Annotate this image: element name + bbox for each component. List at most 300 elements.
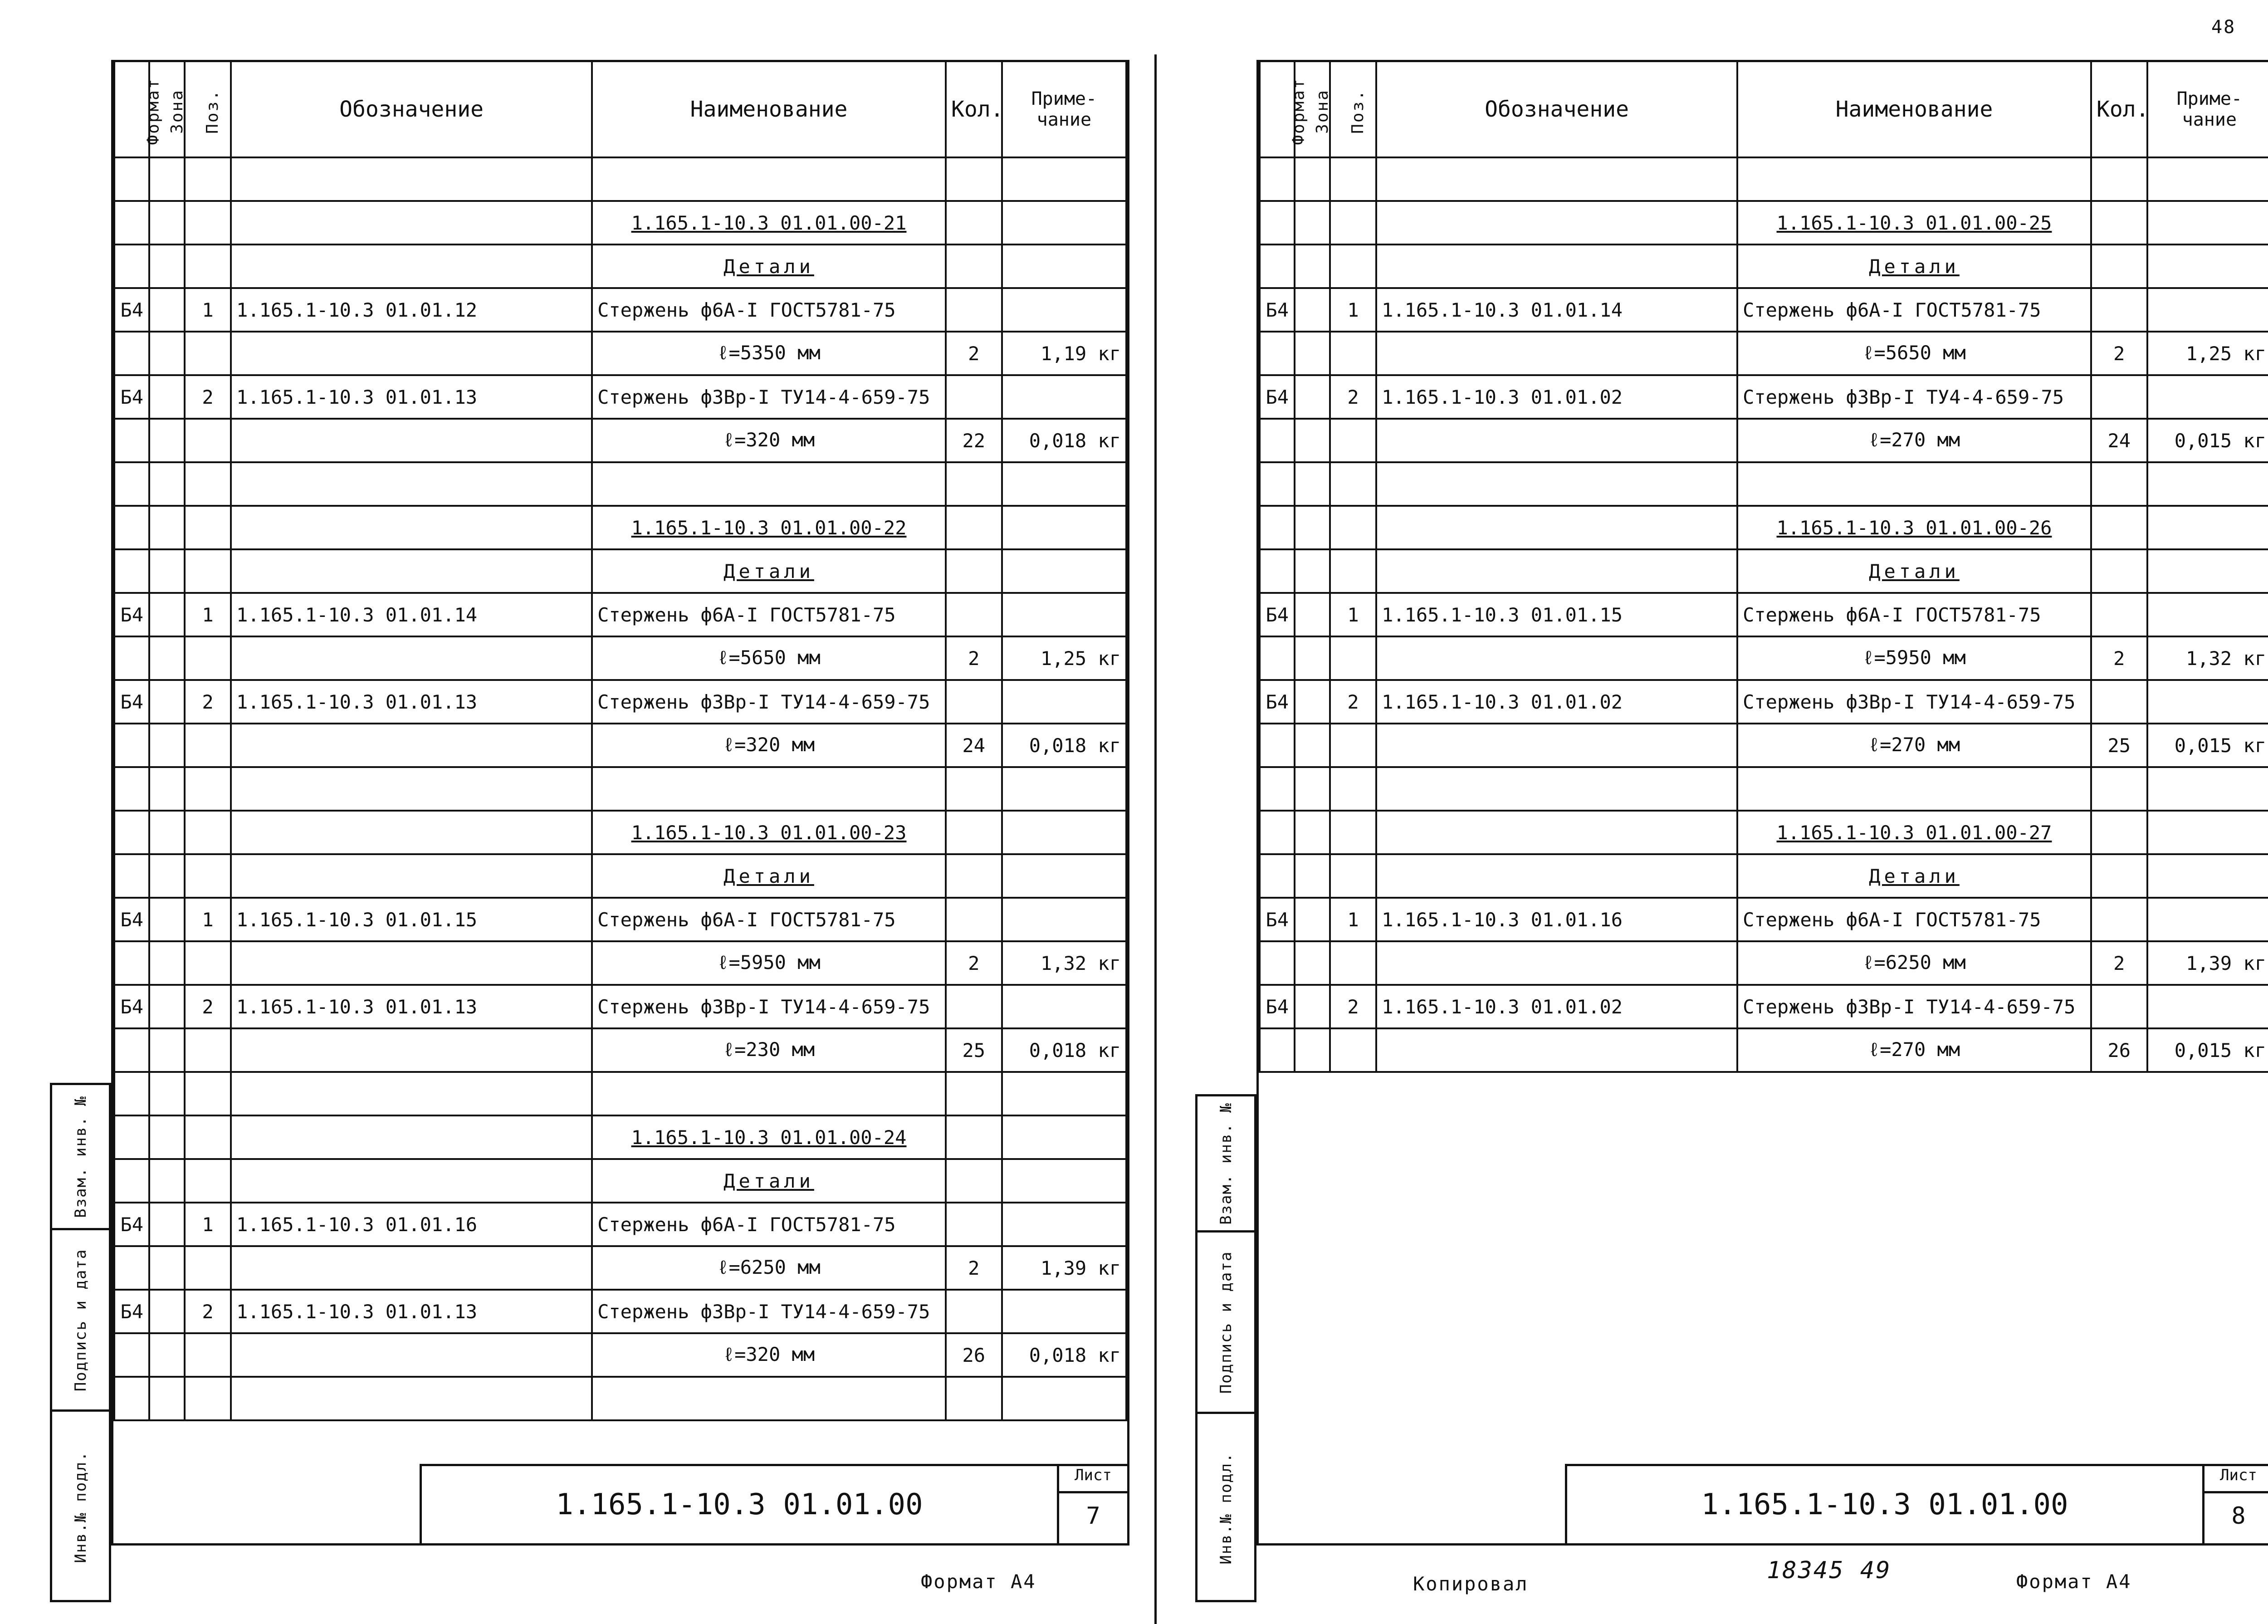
cell-format: Б4 [114, 288, 149, 332]
cell-pos: 2 [185, 985, 231, 1028]
cell-note [2147, 201, 2268, 245]
cell-designation [231, 1115, 592, 1159]
cell-pos: 2 [1330, 985, 1376, 1028]
cell-name: ℓ=320 мм [592, 419, 946, 462]
cell-format [114, 1377, 149, 1420]
cell-zone [1295, 767, 1330, 811]
cell-name: Детали [1737, 245, 2091, 288]
table-row [1260, 1028, 2268, 1072]
cell-qty [2091, 462, 2147, 506]
cell-name: Детали [592, 1159, 946, 1203]
cell-name: ℓ=270 мм [1737, 1028, 2091, 1072]
cell-format: Б4 [114, 985, 149, 1028]
header-row [114, 62, 1126, 157]
cell-qty [946, 375, 1002, 419]
spec-table [113, 62, 1127, 1421]
cell-note [2147, 245, 2268, 288]
cell-pos: 1 [1330, 898, 1376, 941]
cell-zone [149, 201, 184, 245]
side-stamp [50, 1083, 111, 1602]
cell-format [1260, 636, 1295, 680]
cell-zone [1295, 462, 1330, 506]
table-row [1260, 636, 2268, 680]
cell-designation: 1.165.1-10.3 01.01.14 [1376, 288, 1737, 332]
cell-format [1260, 549, 1295, 593]
table-row [1260, 419, 2268, 462]
cell-format: Б4 [1260, 680, 1295, 724]
cell-note [2147, 506, 2268, 549]
table-row [114, 941, 1126, 985]
cell-note [2147, 157, 2268, 201]
stamp-vzam-inv: Взам. инв. № [52, 1085, 109, 1230]
table-row [1260, 593, 2268, 636]
cell-pos [185, 201, 231, 245]
cell-name: ℓ=5350 мм [592, 332, 946, 375]
corner-number: 48 [2211, 17, 2236, 38]
cell-pos [185, 724, 231, 767]
cell-qty [946, 593, 1002, 636]
cell-zone [149, 1203, 184, 1246]
cell-format [114, 767, 149, 811]
cell-pos [1330, 549, 1376, 593]
cell-zone [149, 549, 184, 593]
cell-qty: 2 [946, 332, 1002, 375]
cell-qty [946, 1072, 1002, 1115]
cell-qty [2091, 506, 2147, 549]
cell-format: Б4 [1260, 288, 1295, 332]
cell-qty [2091, 375, 2147, 419]
cell-qty: 2 [946, 636, 1002, 680]
table-row [1260, 549, 2268, 593]
cell-note [1002, 288, 1126, 332]
cell-designation: 1.165.1-10.3 01.01.15 [1376, 593, 1737, 636]
cell-qty [946, 157, 1002, 201]
cell-qty: 25 [2091, 724, 2147, 767]
cell-pos: 1 [185, 898, 231, 941]
cell-name [1737, 462, 2091, 506]
cell-name: Стержень ф3Вр-I ТУ4-4-659-75 [1737, 375, 2091, 419]
cell-note [1002, 767, 1126, 811]
cell-note: 1,25 кг [2147, 332, 2268, 375]
cell-designation [1376, 636, 1737, 680]
cell-format [1260, 767, 1295, 811]
cell-note: 0,015 кг [2147, 419, 2268, 462]
cell-pos [1330, 506, 1376, 549]
header-row [1260, 62, 2268, 157]
cell-designation [1376, 724, 1737, 767]
cell-pos [1330, 332, 1376, 375]
cell-format [1260, 201, 1295, 245]
table-row [1260, 375, 2268, 419]
cell-qty [946, 549, 1002, 593]
cell-note [1002, 549, 1126, 593]
cell-note [1002, 1115, 1126, 1159]
cell-note [1002, 680, 1126, 724]
cell-designation [231, 1159, 592, 1203]
cell-format [114, 854, 149, 898]
cell-note [2147, 593, 2268, 636]
cell-note: 0,018 кг [1002, 1028, 1126, 1072]
cell-name [592, 767, 946, 811]
cell-format [114, 506, 149, 549]
cell-qty [2091, 157, 2147, 201]
cell-pos: 2 [185, 375, 231, 419]
cell-designation [1376, 549, 1737, 593]
cell-qty [946, 854, 1002, 898]
cell-format [114, 245, 149, 288]
cell-designation [231, 419, 592, 462]
cell-zone [1295, 985, 1330, 1028]
cell-note [2147, 854, 2268, 898]
cell-name: ℓ=230 мм [592, 1028, 946, 1072]
table-row [114, 636, 1126, 680]
cell-designation [231, 245, 592, 288]
table-row [114, 375, 1126, 419]
sheet-number: 8 [2231, 1502, 2246, 1530]
cell-qty: 2 [2091, 941, 2147, 985]
cell-zone [149, 1377, 184, 1420]
cell-name [592, 1072, 946, 1115]
cell-format [114, 811, 149, 854]
table-row [1260, 245, 2268, 288]
cell-qty: 2 [2091, 332, 2147, 375]
cell-zone [1295, 201, 1330, 245]
cell-format [1260, 157, 1295, 201]
cell-zone [1295, 157, 1330, 201]
doc-code: 1.165.1-10.3 01.01.00 [556, 1488, 923, 1521]
cell-zone [1295, 375, 1330, 419]
cell-zone [149, 245, 184, 288]
cell-pos [1330, 419, 1376, 462]
cell-qty: 25 [946, 1028, 1002, 1072]
stamp-inv-podl: Инв.№ подл. [1217, 1452, 1235, 1565]
cell-format [114, 1159, 149, 1203]
cell-format: Б4 [1260, 898, 1295, 941]
cell-pos [185, 462, 231, 506]
cell-name: Детали [592, 245, 946, 288]
cell-format [114, 1028, 149, 1072]
cell-qty [2091, 811, 2147, 854]
table-row [1260, 288, 2268, 332]
cell-zone [1295, 1028, 1330, 1072]
cell-format [1260, 811, 1295, 854]
cell-zone [149, 1159, 184, 1203]
cell-format: Б4 [114, 1290, 149, 1333]
table-row [114, 854, 1126, 898]
table-row [114, 1246, 1126, 1290]
header-name: Наименование [592, 62, 946, 157]
cell-pos: 1 [185, 593, 231, 636]
cell-pos [1330, 767, 1376, 811]
cell-qty [946, 898, 1002, 941]
cell-format [114, 332, 149, 375]
cell-pos [185, 157, 231, 201]
cell-pos [1330, 1028, 1376, 1072]
table-row [114, 462, 1126, 506]
table-row [1260, 767, 2268, 811]
format-label: Формат А4 [921, 1570, 1036, 1593]
cell-name: ℓ=320 мм [592, 1333, 946, 1377]
cell-format [114, 1115, 149, 1159]
cell-zone [1295, 941, 1330, 985]
sheet-number: 7 [1086, 1502, 1100, 1530]
cell-name: ℓ=5650 мм [592, 636, 946, 680]
cell-designation [1376, 811, 1737, 854]
cell-qty: 26 [946, 1333, 1002, 1377]
table-row [114, 1115, 1126, 1159]
header-designation: Обозначение [1376, 62, 1737, 157]
stamp-sign-date: Подпись и дата [1198, 1233, 1254, 1414]
sheet-frame [111, 60, 1129, 1546]
cell-format [1260, 332, 1295, 375]
table-row [114, 724, 1126, 767]
cell-name: Детали [1737, 854, 2091, 898]
cell-name: Стержень ф3Вр-I ТУ14-4-659-75 [1737, 985, 2091, 1028]
cell-format [1260, 941, 1295, 985]
table-row [114, 680, 1126, 724]
cell-name: ℓ=270 мм [1737, 419, 2091, 462]
cell-format: Б4 [1260, 375, 1295, 419]
cell-designation [231, 332, 592, 375]
cell-note [2147, 767, 2268, 811]
cell-zone [149, 636, 184, 680]
cell-zone [149, 332, 184, 375]
cell-note [1002, 854, 1126, 898]
cell-designation: 1.165.1-10.3 01.01.02 [1376, 375, 1737, 419]
table-row [1260, 898, 2268, 941]
cell-name: Стержень ф3Вр-I ТУ14-4-659-75 [592, 1290, 946, 1333]
cell-note: 0,018 кг [1002, 1333, 1126, 1377]
sheet-number-box [2202, 1466, 2268, 1543]
cell-zone [149, 854, 184, 898]
cell-designation [231, 1246, 592, 1290]
cell-format: Б4 [114, 1203, 149, 1246]
cell-pos [185, 332, 231, 375]
cell-qty [2091, 549, 2147, 593]
table-row [1260, 985, 2268, 1028]
cell-pos [185, 1246, 231, 1290]
cell-zone [1295, 593, 1330, 636]
cell-note: 0,015 кг [2147, 724, 2268, 767]
cell-note: 1,32 кг [2147, 636, 2268, 680]
table-row [114, 1072, 1126, 1115]
header-designation: Обозначение [231, 62, 592, 157]
cell-note [2147, 985, 2268, 1028]
cell-note [1002, 462, 1126, 506]
cell-format [114, 941, 149, 985]
cell-note [1002, 1203, 1126, 1246]
cell-name: 1.165.1-10.3 01.01.00-21 [592, 201, 946, 245]
cell-pos [185, 811, 231, 854]
header-note: Приме-чание [1002, 62, 1126, 157]
cell-pos [1330, 854, 1376, 898]
format-label: Формат А4 [2016, 1570, 2132, 1593]
table-row [114, 245, 1126, 288]
copied-label: Копировал [1413, 1573, 1529, 1595]
cell-note: 1,32 кг [1002, 941, 1126, 985]
cell-name: 1.165.1-10.3 01.01.00-24 [592, 1115, 946, 1159]
title-block [420, 1464, 1127, 1543]
cell-qty [946, 811, 1002, 854]
table-row [114, 419, 1126, 462]
cell-qty [946, 506, 1002, 549]
cell-pos [185, 419, 231, 462]
cell-qty: 26 [2091, 1028, 2147, 1072]
cell-pos: 2 [185, 1290, 231, 1333]
table-row [114, 593, 1126, 636]
cell-format [114, 636, 149, 680]
cell-zone [1295, 636, 1330, 680]
cell-note [1002, 1072, 1126, 1115]
cell-qty [2091, 898, 2147, 941]
cell-pos [185, 245, 231, 288]
cell-note [2147, 680, 2268, 724]
cell-note: 0,018 кг [1002, 419, 1126, 462]
cell-pos: 1 [185, 1203, 231, 1246]
cell-designation: 1.165.1-10.3 01.01.02 [1376, 985, 1737, 1028]
cell-name: Стержень ф6А-I ГОСТ5781-75 [592, 288, 946, 332]
cell-designation: 1.165.1-10.3 01.01.15 [231, 898, 592, 941]
cell-qty [2091, 985, 2147, 1028]
cell-pos: 1 [1330, 288, 1376, 332]
sheet-label: Лист [1059, 1466, 1127, 1493]
cell-designation [231, 811, 592, 854]
cell-name: 1.165.1-10.3 01.01.00-27 [1737, 811, 2091, 854]
cell-pos [185, 1028, 231, 1072]
cell-pos [185, 1333, 231, 1377]
cell-note [1002, 1159, 1126, 1203]
cell-pos: 1 [185, 288, 231, 332]
cell-qty [946, 1159, 1002, 1203]
cell-pos [185, 506, 231, 549]
cell-zone [149, 462, 184, 506]
cell-designation [231, 1333, 592, 1377]
cell-designation [231, 1377, 592, 1420]
cell-zone [1295, 811, 1330, 854]
cell-pos [185, 767, 231, 811]
cell-designation [1376, 767, 1737, 811]
cell-qty: 2 [946, 1246, 1002, 1290]
cell-qty [946, 462, 1002, 506]
cell-name [1737, 767, 2091, 811]
cell-name: Стержень ф6А-I ГОСТ5781-75 [1737, 288, 2091, 332]
cell-qty: 24 [2091, 419, 2147, 462]
table-row [1260, 941, 2268, 985]
cell-qty [2091, 201, 2147, 245]
cell-name: Стержень ф3Вр-I ТУ14-4-659-75 [592, 375, 946, 419]
table-row [114, 985, 1126, 1028]
cell-pos [185, 854, 231, 898]
cell-zone [149, 941, 184, 985]
cell-name: Детали [1737, 549, 2091, 593]
cell-name: Стержень ф3Вр-I ТУ14-4-659-75 [1737, 680, 2091, 724]
table-row [1260, 854, 2268, 898]
table-row [114, 332, 1126, 375]
cell-designation: 1.165.1-10.3 01.01.13 [231, 680, 592, 724]
cell-note: 1,39 кг [1002, 1246, 1126, 1290]
cell-qty [946, 245, 1002, 288]
cell-note [1002, 898, 1126, 941]
cell-note [1002, 985, 1126, 1028]
cell-zone [1295, 419, 1330, 462]
cell-zone [149, 288, 184, 332]
cell-zone [149, 767, 184, 811]
table-row [1260, 811, 2268, 854]
title-block [1565, 1464, 2268, 1543]
cell-pos [185, 1072, 231, 1115]
cell-zone [149, 680, 184, 724]
cell-pos [1330, 462, 1376, 506]
cell-designation: 1.165.1-10.3 01.01.13 [231, 1290, 592, 1333]
cell-qty: 24 [946, 724, 1002, 767]
cell-qty [2091, 593, 2147, 636]
cell-note [2147, 549, 2268, 593]
cell-note [1002, 593, 1126, 636]
cell-note [1002, 1377, 1126, 1420]
cell-designation [1376, 157, 1737, 201]
cell-name: 1.165.1-10.3 01.01.00-25 [1737, 201, 2091, 245]
cell-zone [149, 419, 184, 462]
cell-note: 0,018 кг [1002, 724, 1126, 767]
cell-zone [1295, 549, 1330, 593]
cell-zone [149, 898, 184, 941]
cell-qty: 2 [2091, 636, 2147, 680]
cell-designation [231, 506, 592, 549]
table-row [114, 767, 1126, 811]
table-row [114, 549, 1126, 593]
cell-name [592, 462, 946, 506]
cell-designation [231, 941, 592, 985]
cell-format: Б4 [114, 593, 149, 636]
header-qty: Кол. [946, 62, 1002, 157]
archive-number: 18345 49 [1767, 1557, 1892, 1584]
cell-designation [231, 462, 592, 506]
cell-qty [946, 201, 1002, 245]
cell-name: Стержень ф6А-I ГОСТ5781-75 [592, 1203, 946, 1246]
cell-pos [1330, 157, 1376, 201]
sheet-frame [1256, 60, 2268, 1546]
cell-format [114, 462, 149, 506]
cell-name [592, 157, 946, 201]
cell-format [1260, 854, 1295, 898]
cell-format: Б4 [114, 898, 149, 941]
table-row [114, 1203, 1126, 1246]
cell-note [2147, 898, 2268, 941]
cell-name [592, 1377, 946, 1420]
header-zone: Зона [1295, 62, 1330, 157]
spec-body [1260, 157, 2268, 1072]
spec-table [1259, 62, 2268, 1073]
cell-qty [946, 767, 1002, 811]
cell-qty [946, 1290, 1002, 1333]
cell-qty [946, 1115, 1002, 1159]
cell-note: 0,015 кг [2147, 1028, 2268, 1072]
cell-zone [149, 1115, 184, 1159]
cell-note [2147, 462, 2268, 506]
cell-format [1260, 506, 1295, 549]
cell-designation [1376, 419, 1737, 462]
cell-zone [149, 593, 184, 636]
table-row [114, 898, 1126, 941]
sheet-left [50, 60, 1129, 1593]
sheet-label: Лист [2204, 1466, 2268, 1493]
table-row [1260, 506, 2268, 549]
cell-pos: 2 [185, 680, 231, 724]
table-row [1260, 724, 2268, 767]
header-name: Наименование [1737, 62, 2091, 157]
cell-format [114, 1246, 149, 1290]
header-zone: Зона [149, 62, 184, 157]
